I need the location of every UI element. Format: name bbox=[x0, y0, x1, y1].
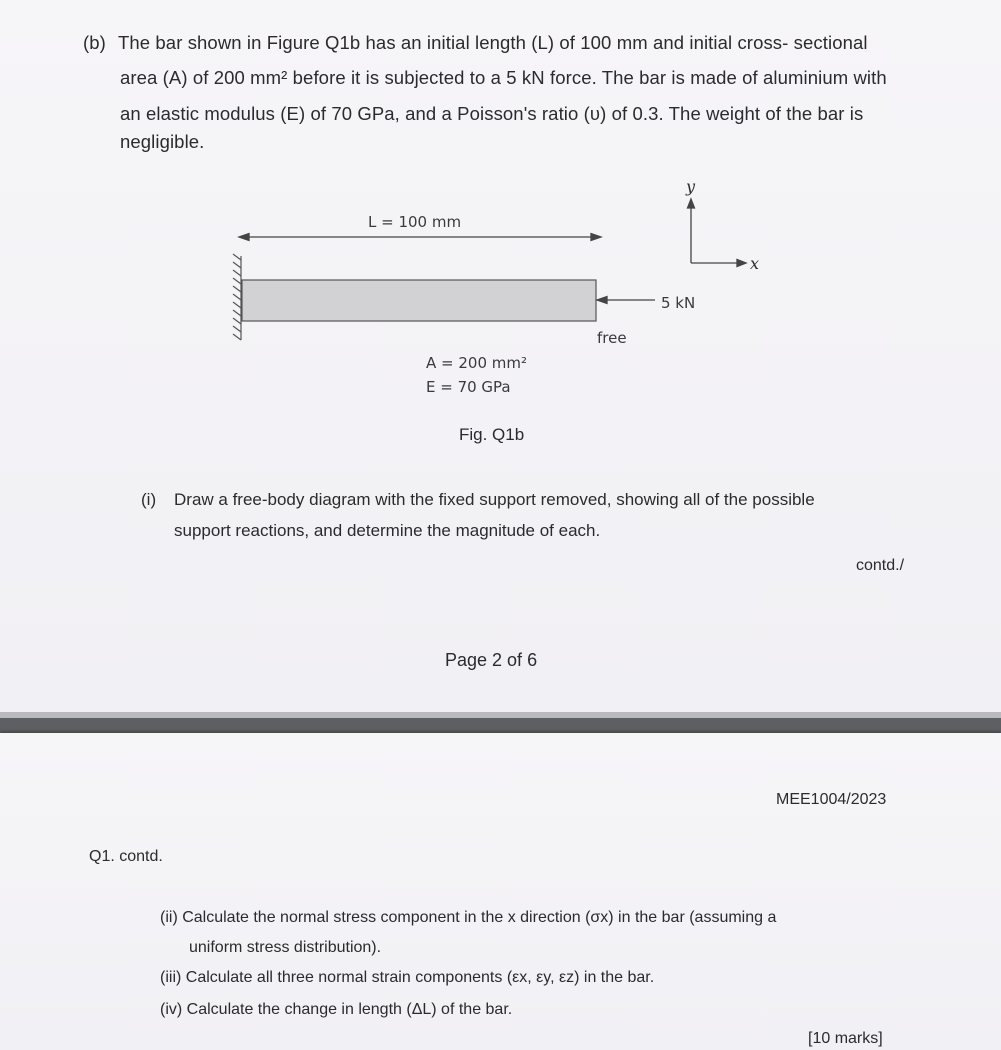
sub-ii-line-2: uniform stress distribution). bbox=[189, 939, 382, 956]
sub-i-number: (i) bbox=[141, 490, 157, 509]
sub-i-line-1: Draw a free-body diagram with the fixed support removed, showing all of the possible bbox=[174, 490, 815, 509]
part-b-line-1: The bar shown in Figure Q1b has an initial length (L) of 100 mm and initial cross- sectional bbox=[118, 32, 868, 53]
area-label: A = 200 mm² bbox=[426, 354, 528, 372]
axis-x-label: x bbox=[750, 254, 760, 273]
sub-ii-line-1: (ii) Calculate the normal stress component in the x direction (σx) in the bar (assuming a bbox=[160, 909, 777, 926]
q1-contd-heading: Q1. contd. bbox=[89, 848, 163, 865]
exam-page-bottom bbox=[0, 733, 1001, 1050]
part-b-line-2: area (A) of 200 mm² before it is subjected to a 5 kN force. The bar is made of aluminium with bbox=[120, 67, 887, 88]
sub-i-line-2: support reactions, and determine the magnitude of each. bbox=[174, 521, 601, 540]
axis-y-label: y bbox=[686, 177, 696, 196]
force-arrow bbox=[597, 297, 655, 304]
sub-iii-line: (iii) Calculate all three normal strain components (εx, εy, εz) in the bar. bbox=[160, 969, 655, 986]
length-label: L = 100 mm bbox=[368, 213, 462, 231]
fixed-support-wall bbox=[233, 254, 241, 340]
free-end-label: free bbox=[597, 329, 627, 347]
course-code: MEE1004/2023 bbox=[776, 791, 887, 808]
page-number: Page 2 of 6 bbox=[445, 650, 538, 670]
modulus-label: E = 70 GPa bbox=[426, 378, 511, 396]
length-dimension-arrow bbox=[239, 234, 601, 241]
part-b-line-4: negligible. bbox=[120, 131, 205, 152]
part-b-line-3: an elastic modulus (E) of 70 GPa, and a Poisson's ratio (υ) of 0.3. The weight of the bar is bbox=[120, 103, 864, 124]
continued-note: contd./ bbox=[856, 557, 905, 574]
figure-q1b bbox=[225, 170, 785, 360]
aluminium-bar bbox=[242, 280, 596, 321]
coordinate-axes bbox=[688, 199, 747, 267]
figure-caption: Fig. Q1b bbox=[459, 425, 525, 444]
force-label: 5 kN bbox=[661, 294, 696, 312]
part-b-label: (b) bbox=[83, 32, 106, 53]
marks-label: [10 marks] bbox=[808, 1030, 883, 1047]
page-gap-dark bbox=[0, 718, 1001, 733]
sub-iv-line: (iv) Calculate the change in length (ΔL) of the bar. bbox=[160, 1001, 513, 1018]
